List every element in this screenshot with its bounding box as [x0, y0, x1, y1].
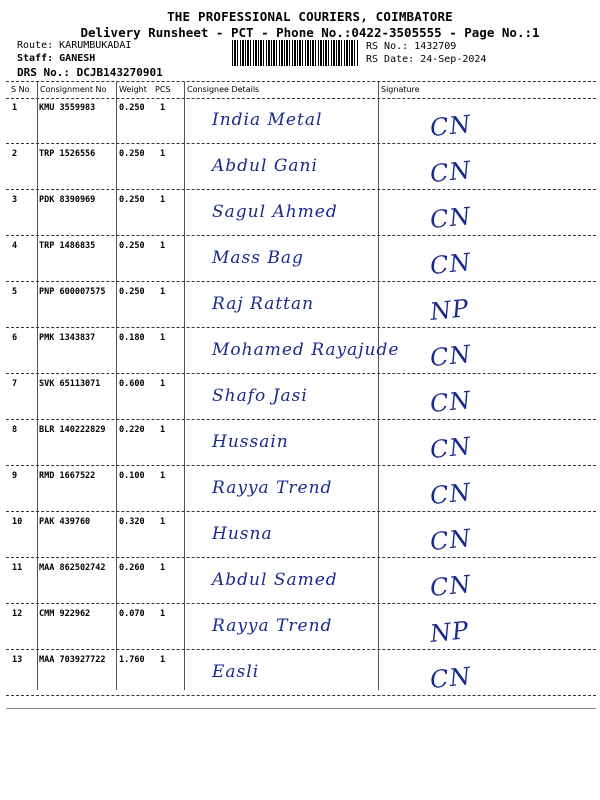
- table-row: [0, 604, 600, 650]
- row-pcs: 1: [160, 103, 166, 113]
- route-value: KARUMBUKADAI: [59, 40, 132, 51]
- col-header-sno: S No: [11, 85, 30, 94]
- row-weight: 0.250: [119, 287, 145, 297]
- row-sno: 11: [12, 563, 23, 573]
- row-consignee-handwriting: Shafo Jasi: [212, 386, 308, 406]
- row-consignee-handwriting: Husna: [212, 524, 273, 544]
- row-divider: [6, 695, 596, 696]
- row-signature-handwriting: CN: [428, 477, 473, 511]
- row-signature-handwriting: CN: [428, 201, 473, 235]
- row-consignee-handwriting: Mohamed Rayajude: [212, 340, 400, 360]
- row-weight: 0.220: [119, 425, 145, 435]
- row-pcs: 1: [160, 287, 166, 297]
- rs-date-line: [366, 54, 486, 65]
- row-weight: 0.100: [119, 471, 145, 481]
- table-row: [0, 144, 600, 190]
- row-consignment-no: TRP 1486835: [39, 241, 96, 251]
- row-consignment-no: RMD 1667522: [39, 471, 96, 481]
- rs-no-line: [366, 41, 456, 52]
- col-header-signature: Signature: [381, 85, 420, 94]
- row-consignment-no: CMM 922962: [39, 609, 91, 619]
- row-sno: 10: [12, 517, 23, 527]
- table-row: [0, 374, 600, 420]
- rs-no-label: RS No.:: [366, 41, 409, 52]
- staff-label: Staff:: [17, 53, 54, 64]
- table-row: [0, 98, 600, 144]
- row-weight: 0.250: [119, 241, 145, 251]
- staff-line: [17, 53, 95, 64]
- table-row: [0, 420, 600, 466]
- row-consignee-handwriting: Sagul Ahmed: [212, 202, 338, 222]
- col-header-consignment: Consignment No: [40, 85, 107, 94]
- row-consignee-handwriting: Abdul Gani: [212, 156, 318, 176]
- barcode: [232, 40, 358, 66]
- row-sno: 5: [12, 287, 18, 297]
- table-top-divider: [6, 81, 596, 82]
- runsheet-subtitle: Delivery Runsheet - PCT - Phone No.:0422-3505555 - Page No.:1: [80, 25, 540, 40]
- row-consignee-handwriting: Rayya Trend: [212, 616, 333, 636]
- row-consignment-no: TRP 1526556: [39, 149, 96, 159]
- row-sno: 4: [12, 241, 18, 251]
- row-sno: 13: [12, 655, 23, 665]
- row-signature-handwriting: CN: [428, 339, 473, 373]
- table-row: [0, 236, 600, 282]
- table-bottom-divider: [6, 708, 596, 709]
- row-pcs: 1: [160, 609, 166, 619]
- row-pcs: 1: [160, 471, 166, 481]
- row-pcs: 1: [160, 149, 166, 159]
- row-sno: 8: [12, 425, 18, 435]
- table-row: [0, 650, 600, 696]
- row-consignment-no: KMU 3559983: [39, 103, 96, 113]
- row-pcs: 1: [160, 563, 166, 573]
- row-signature-handwriting: NP: [428, 616, 471, 648]
- row-signature-handwriting: CN: [428, 523, 473, 557]
- row-signature-handwriting: CN: [428, 569, 473, 603]
- row-signature-handwriting: NP: [428, 294, 471, 326]
- row-consignment-no: BLR 140222829: [39, 425, 106, 435]
- table-row: [0, 282, 600, 328]
- row-weight: 1.760: [119, 655, 145, 665]
- table-row: [0, 190, 600, 236]
- row-consignee-handwriting: Hussain: [212, 432, 289, 452]
- row-pcs: 1: [160, 333, 166, 343]
- row-sno: 12: [12, 609, 23, 619]
- drs-value: DCJB143270901: [76, 66, 163, 79]
- row-signature-handwriting: CN: [428, 247, 473, 281]
- staff-value: GANESH: [59, 53, 96, 64]
- row-consignment-no: PMK 1343837: [39, 333, 96, 343]
- row-sno: 7: [12, 379, 18, 389]
- rs-date-label: RS Date:: [366, 54, 415, 65]
- row-signature-handwriting: CN: [428, 661, 473, 695]
- row-sno: 1: [12, 103, 18, 113]
- row-pcs: 1: [160, 379, 166, 389]
- company-title: THE PROFESSIONAL COURIERS, COIMBATORE: [167, 9, 453, 24]
- row-consignee-handwriting: Easli: [212, 662, 260, 682]
- row-sno: 9: [12, 471, 18, 481]
- row-consignment-no: PAK 439760: [39, 517, 91, 527]
- row-sno: 2: [12, 149, 18, 159]
- row-pcs: 1: [160, 517, 166, 527]
- col-header-details: Consignee Details: [187, 85, 260, 94]
- row-weight: 0.250: [119, 195, 145, 205]
- row-weight: 0.260: [119, 563, 145, 573]
- row-signature-handwriting: CN: [428, 155, 473, 189]
- row-sno: 3: [12, 195, 18, 205]
- col-header-pcs: PCS: [155, 85, 171, 94]
- col-header-weight: Weight: [119, 85, 147, 94]
- row-consignee-handwriting: India Metal: [212, 110, 323, 130]
- row-pcs: 1: [160, 241, 166, 251]
- row-consignee-handwriting: Raj Rattan: [212, 294, 315, 314]
- row-consignment-no: PNP 600007575: [39, 287, 106, 297]
- row-weight: 0.250: [119, 103, 145, 113]
- table-row: [0, 558, 600, 604]
- drs-label: DRS No.:: [17, 66, 70, 79]
- row-signature-handwriting: CN: [428, 431, 473, 465]
- row-weight: 0.180: [119, 333, 145, 343]
- row-consignment-no: PDK 8390969: [39, 195, 96, 205]
- drs-line: [17, 66, 163, 79]
- row-pcs: 1: [160, 195, 166, 205]
- row-weight: 0.250: [119, 149, 145, 159]
- rs-no-value: 1432709: [414, 41, 457, 52]
- route-line: [17, 40, 131, 51]
- row-pcs: 1: [160, 655, 166, 665]
- row-consignment-no: SVK 65113071: [39, 379, 101, 389]
- row-sno: 6: [12, 333, 18, 343]
- row-pcs: 1: [160, 425, 166, 435]
- table-row: [0, 328, 600, 374]
- row-weight: 0.070: [119, 609, 145, 619]
- row-weight: 0.600: [119, 379, 145, 389]
- row-weight: 0.320: [119, 517, 145, 527]
- row-consignee-handwriting: Abdul Samed: [212, 570, 338, 590]
- row-signature-handwriting: CN: [428, 385, 473, 419]
- table-row: [0, 466, 600, 512]
- row-signature-handwriting: CN: [428, 109, 473, 143]
- row-consignee-handwriting: Mass Bag: [212, 248, 304, 268]
- row-consignment-no: MAA 862502742: [39, 563, 106, 573]
- route-label: Route:: [17, 40, 54, 51]
- row-consignment-no: MAA 703927722: [39, 655, 106, 665]
- row-consignee-handwriting: Rayya Trend: [212, 478, 333, 498]
- table-row: [0, 512, 600, 558]
- rs-date-value: 24-Sep-2024: [420, 54, 487, 65]
